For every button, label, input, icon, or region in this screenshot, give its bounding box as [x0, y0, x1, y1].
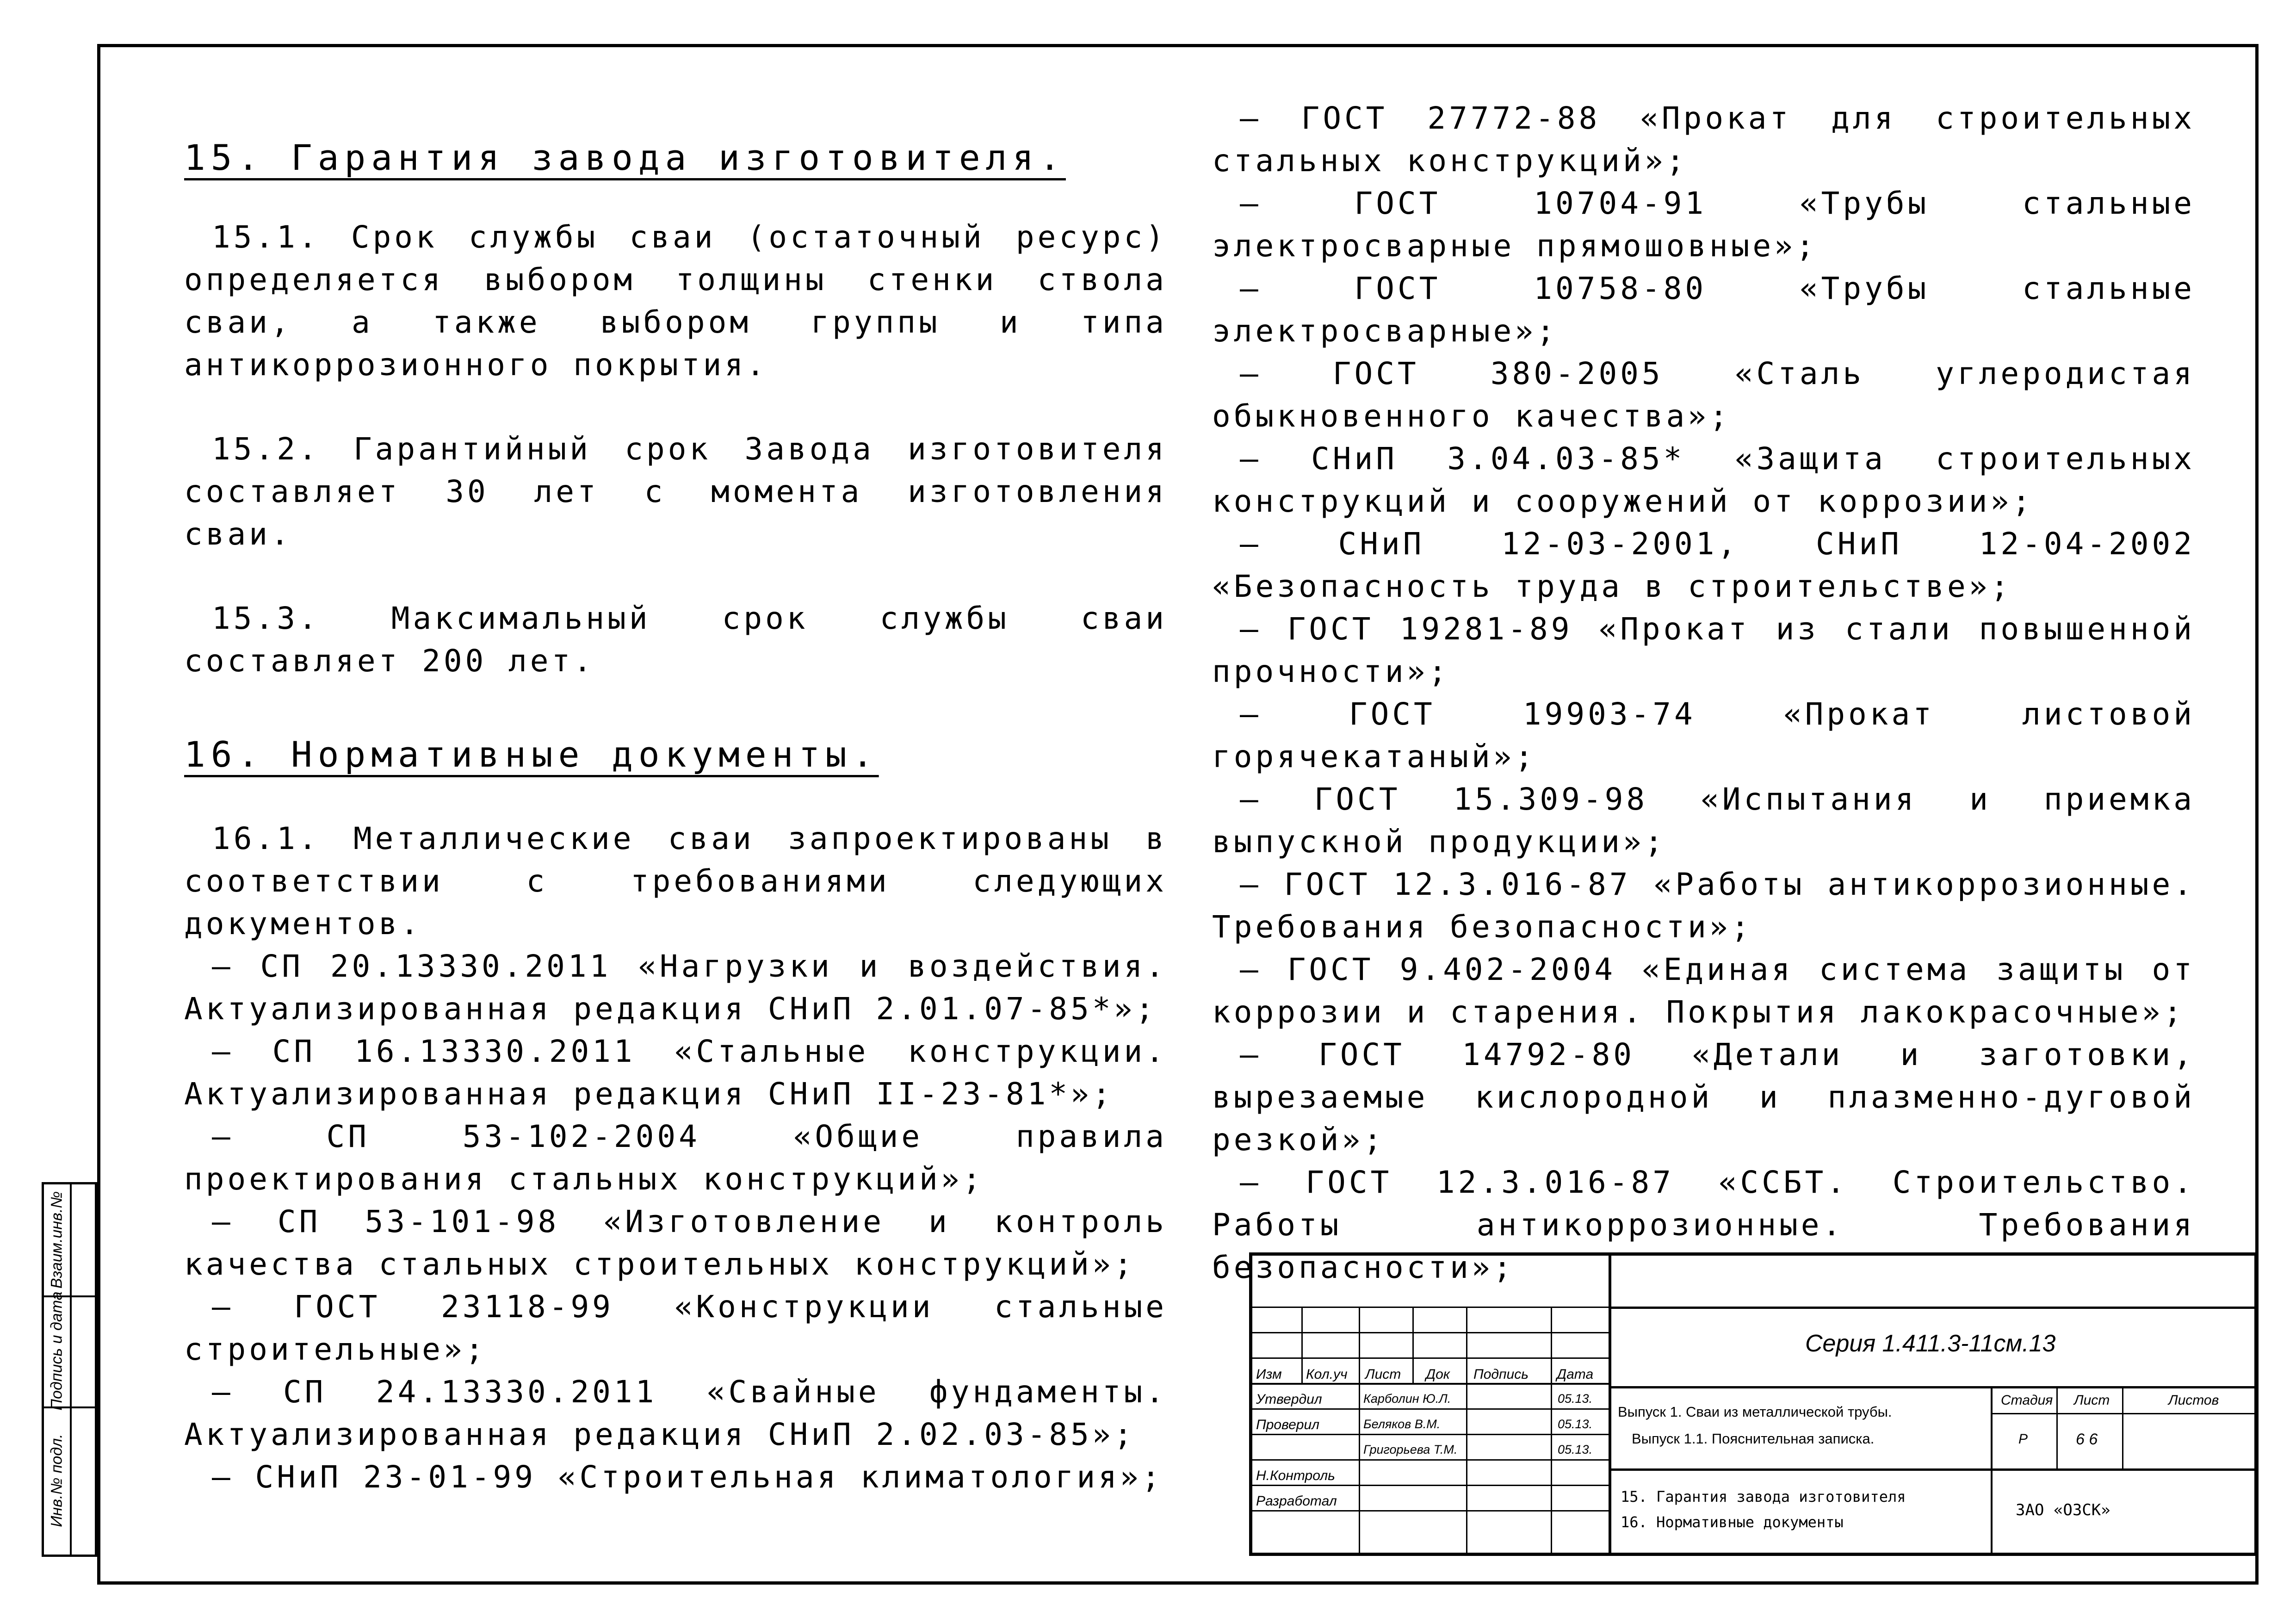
company-name: ЗАО «ОЗСК»: [2016, 1501, 2110, 1519]
role-developed: Разработал: [1256, 1493, 1337, 1509]
norm-item: – СП 16.13330.2011 «Стальные конструкции. Актуализированная редакция СНиП II-23-81*»;: [184, 1034, 1167, 1112]
section-15-heading: 15. Гарантия завода изготовителя.: [184, 137, 1066, 178]
sidebar-cell-interchange: [44, 1184, 95, 1297]
paragraph-15-1: 15.1. Срок службы сваи (остаточный ресурс) определяется выбором толщины стенки ствола сваи, а также выбором группы и типа антикоррозионного покрытия.: [184, 219, 1167, 383]
norm-item: – СП 20.13330.2011 «Нагрузки и воздействия. Актуализированная редакция СНиП 2.01.07-85*»;: [184, 948, 1167, 1027]
header-doc: Док: [1426, 1367, 1450, 1382]
header-date: Дата: [1557, 1367, 1594, 1382]
paragraph-16-1: 16.1. Металлические сваи запроектированы в соответствии с требованиями следующих документов.: [184, 821, 1167, 942]
stage-label: Стадия: [2001, 1393, 2053, 1408]
section-line-1: 15. Гарантия завода изготовителя: [1621, 1488, 1906, 1505]
sheets-label: Листов: [2168, 1393, 2219, 1408]
norm-item: – СНиП 12-03-2001, СНиП 12-04-2002 «Безопасность труда в строительстве»;: [1212, 526, 2195, 604]
binding-strip: [42, 1182, 97, 1557]
header-signature: Подпись: [1473, 1367, 1529, 1382]
norm-item: – ГОСТ 15.309-98 «Испытания и приемка выпускной продукции»;: [1212, 781, 2195, 860]
sidebar-label-interchange: Взаим.инв.№: [48, 1191, 66, 1289]
paragraph-15-2: 15.2. Гарантийный срок Завода изготовителя составляет 30 лет с момента изготовления сваи.: [184, 431, 1167, 552]
left-column: [184, 136, 1167, 1499]
norm-item: – ГОСТ 12.3.016-87 «Работы антикоррозионные. Требования безопасности»;: [1212, 867, 2195, 945]
name-third: Григорьева Т.М.: [1363, 1443, 1458, 1456]
title-block: [1249, 1252, 2258, 1556]
role-norm-control: Н.Контроль: [1256, 1468, 1335, 1483]
header-sheet: Лист: [1365, 1367, 1401, 1382]
norm-item: – ГОСТ 10704-91 «Трубы стальные электросварные прямошовные»;: [1212, 186, 2195, 264]
date-1: 05.13.: [1558, 1392, 1593, 1406]
section-16-heading: 16. Нормативные документы.: [184, 734, 879, 775]
name-checked: Беляков В.М.: [1363, 1417, 1441, 1431]
role-approved: Утвердил: [1256, 1392, 1322, 1407]
norm-item: – СНиП 3.04.03-85* «Защита строительных конструкций и сооружений от коррозии»;: [1212, 441, 2195, 519]
sheet-label: Лист: [2074, 1393, 2110, 1408]
section-line-2: 16. Нормативные документы: [1621, 1513, 1844, 1531]
stage-value: Р: [2018, 1431, 2028, 1447]
norm-item: – СП 53-102-2004 «Общие правила проектирования стальных конструкций»;: [184, 1119, 1167, 1197]
norm-item: – ГОСТ 23118-99 «Конструкции стальные строительные»;: [184, 1289, 1167, 1367]
date-3: 05.13.: [1558, 1443, 1593, 1456]
sheet-value: 6 6: [2076, 1431, 2098, 1448]
name-approved: Карболин Ю.Л.: [1363, 1392, 1451, 1406]
role-checked: Проверил: [1256, 1417, 1320, 1432]
norm-item: – ГОСТ 10758-80 «Трубы стальные электросварные»;: [1212, 271, 2195, 349]
sidebar-cell-signature: [44, 1291, 95, 1411]
norm-item: – ГОСТ 19903-74 «Прокат листовой горячекатаный»;: [1212, 696, 2195, 774]
sidebar-label-inventory: Инв.№ подл.: [48, 1434, 66, 1527]
issue-line-2: Выпуск 1.1. Пояснительная записка.: [1632, 1431, 1875, 1447]
norm-item: – СП 24.13330.2011 «Свайные фундаменты. Актуализированная редакция СНиП 2.02.03-85»;: [184, 1374, 1167, 1452]
sidebar-label-signature: Подпись и дата: [48, 1291, 66, 1411]
norm-item: – ГОСТ 9.402-2004 «Единая система защиты от коррозии и старения. Покрытия лакокрасочные»;: [1212, 952, 2195, 1030]
header-count: Кол.уч: [1306, 1367, 1348, 1382]
norm-item: – ГОСТ 380-2005 «Сталь углеродистая обыкновенного качества»;: [1212, 356, 2195, 434]
date-2: 05.13.: [1558, 1417, 1593, 1431]
series-title: Серия 1.411.3-11см.13: [1805, 1330, 2056, 1357]
norm-item: – ГОСТ 12.3.016-87 «ССБТ. Строительство. Работы антикоррозионные. Требования безопасности»;: [1212, 1165, 2195, 1285]
right-column: [1212, 97, 2195, 1289]
paragraph-15-3: 15.3. Максимальный срок службы сваи составляет 200 лет.: [184, 601, 1167, 679]
header-change: Изм: [1256, 1367, 1282, 1382]
issue-line-1: Выпуск 1. Сваи из металлической трубы.: [1618, 1404, 1892, 1420]
norm-item: – ГОСТ 19281-89 «Прокат из стали повышенной прочности»;: [1212, 611, 2195, 689]
norm-item: – ГОСТ 14792-80 «Детали и заготовки, вырезаемые кислородной и плазменно-дуговой резкой»;: [1212, 1037, 2195, 1158]
norm-item: – СНиП 23-01-99 «Строительная климатология»;: [212, 1459, 1163, 1495]
norm-item: – СП 53-101-98 «Изготовление и контроль качества стальных строительных конструкций»;: [184, 1204, 1167, 1282]
sidebar-cell-inventory: [44, 1406, 95, 1555]
norm-item: – ГОСТ 27772-88 «Прокат для строительных стальных конструкций»;: [1212, 100, 2195, 179]
